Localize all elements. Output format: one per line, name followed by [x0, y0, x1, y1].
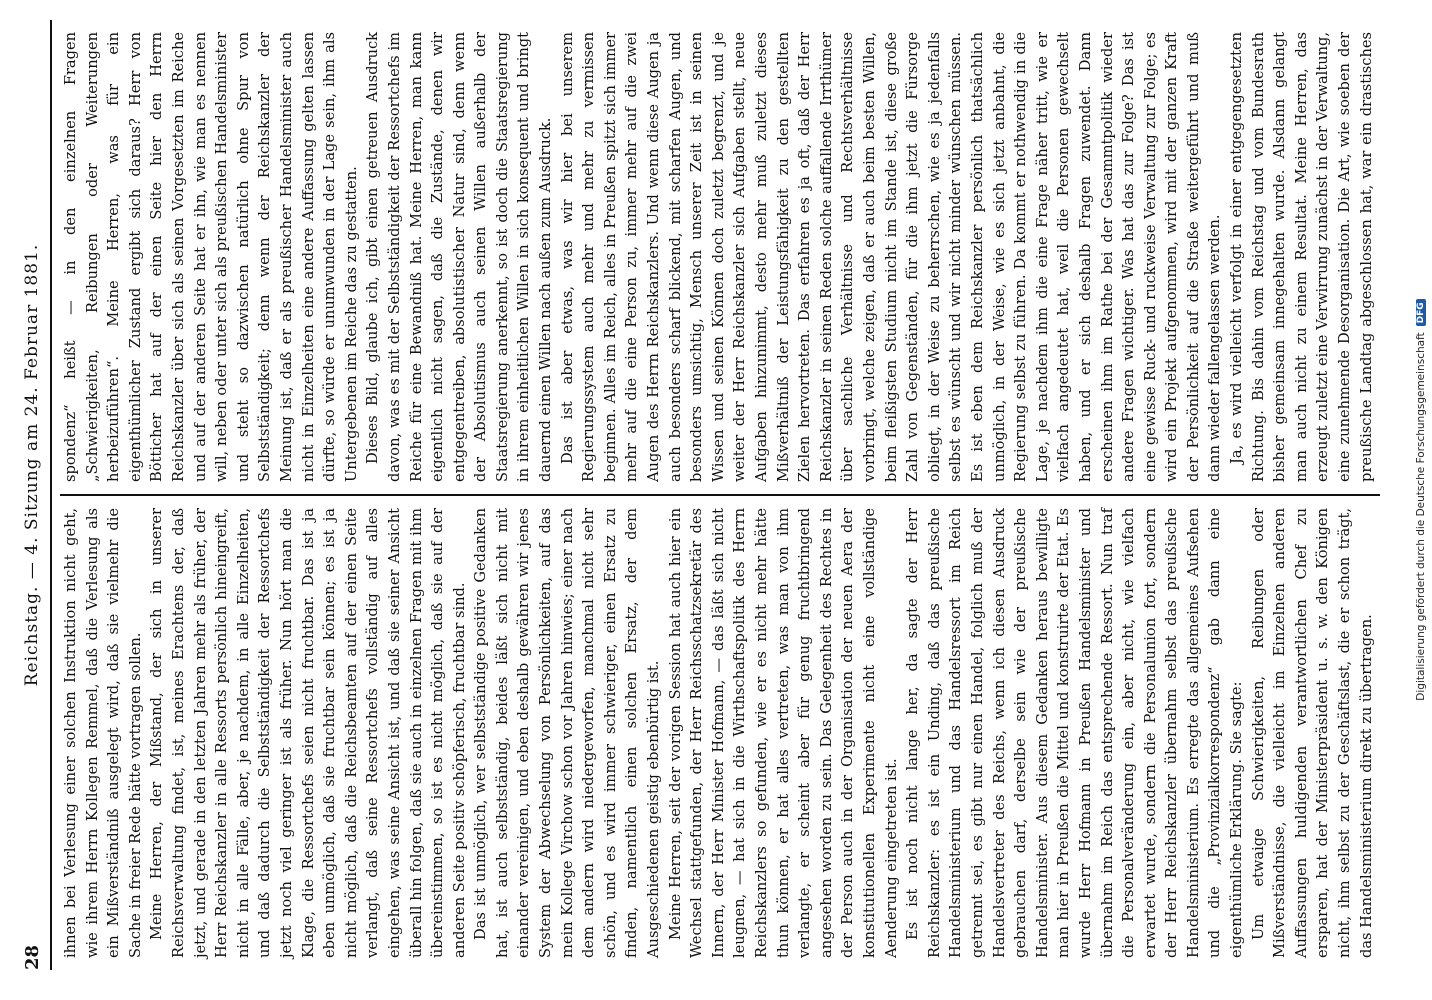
column-left: [60, 496, 1380, 970]
paragraph: Dieses Bild, glaube ich, gibt einen getreuen Ausdruck davon, was es mit der Selbstständigkeit der Ressortchefs im Reiche für eine Bewandniß hat. Meine Herren, man kann eigentlich nicht sagen, daß die Zustände, denen wir entgegentreiben, absolutistischer Natur sind, denn wenn der Absolutismus auch seinen Willen außerhalb der Staatsregierung anerkennt, so ist doch die Staatsregierung in ihrem einheitlichen Willen in sich konsequent und bringt dauernd einen Willen nach außen zum Ausdruck.: [364, 32, 555, 482]
paragraph: spondenz“ heißt — in den einzelnen Fragen „Schwierigkeiten, Reibungen oder Weiterungen herbeizuführen“. Meine Herren, was für ein eigenthümlicher Zustand ergibt sich daraus? Herr von Bötticher hat auf der einen Seite hier den Herrn Reichskanzler über sich als seinen Vorgesetzten im Reiche und auf der anderen Seite hat er ihn, wie man es nennen will, neben oder unter sich als preußischen Handelsminister und steht so dazwischen natürlich ohne Spur von Selbstständigkeit; denn wenn der Reichskanzler der Meinung ist, daß er als preußischer Handelsminister auch nicht in Einzelheiten eine andere Auffassung gelten lassen dürfte, so würde er unumwunden in der Lage sein, ihm als Untergebenen im Reiche das zu gestatten.: [62, 32, 360, 482]
paragraph: Meine Herren, der Mißstand, der sich in unserer Reichsverwaltung findet, ist, meines Erachtens der, daß jetzt, und gerade in den letzten Jahren mehr als früher, der Herr Reichskanzler in alle Ressorts persönlich hineingreift, nicht in alle Fälle, aber, je nachdem, in alle Einzelheiten, und daß dadurch die Selbstständigkeit der Ressortchefs jetzt noch viel geringer ist als früher. Nun hört man die Klage, die Ressortchefs seien nicht fruchtbar. Das ist ja eben unmöglich, daß sie fruchtbar sein können; es ist ja nicht möglich, daß die Reichsbeamten auf der einen Seite verlangt, daß seine Ressortchefs vollständig auf alles eingehen, was seine Ansicht ist, und daß sie seiner Ansicht überall hin folgen, daß sie auch in einzelnen Fragen mit ihm übereinstimmen, so ist es nicht möglich, daß sie auf der anderen Seite positiv schöpferisch, fruchtbar sind.: [148, 508, 468, 958]
paragraph: Das ist unmöglich, wer selbstständige positive Gedanken hat, ist auch selbstständig, beides läßt sich nicht mit einander vereinigen, und eben deshalb gewähren wir jenes System der Abwechselung von Persönlichkeiten, auf das mein Kollege Virchow schon vor Jahren hinwies; einer nach dem andern wird niedergeworfen, manchmal nicht sehr schön, und es wird immer schwieriger, einen Ersatz zu finden, namentlich einen solchen Ersatz, der dem Ausgeschiedenen geistig ebenbürtig ist.: [472, 508, 663, 958]
column-rule: [60, 494, 1380, 496]
dfg-logo: DFG: [1416, 299, 1426, 326]
paragraph: Es ist noch nicht lange her, da sagte der Herr Reichskanzler: es ist ein Unding, daß das preußische Handelsministerium und das Handelsressort im Reich getrennt sei, es gibt nur einen Handel, folglich muß der Handelsvertreter des Reichs, wenn ich diesen Ausdruck gebrauchen darf, derselbe sein wie der preußische Handelsminister. Aus diesem Gedanken heraus bewilligte man hier in Preußen die Mittel und konstruirte der Etat. Es wurde Herr Hofmann in Preußen Handelsminister und übernahm im Reich das entsprechende Ressort. Nun traf die Personalveränderung ein, aber nicht, wie vielfach erwartet wurde, sondern die Personalunion fort, sondern der Herr Reichskanzler übernahm selbst das preußische Handelsministerium. Es erregte das allgemeines Aufsehen und die „Provinzialkorrespondenz“ gab dann eine eigenthümliche Erklärung. Sie sagte:: [904, 508, 1246, 958]
page-header: [14, 20, 52, 970]
paragraph: Meine Herren, seit der vorigen Session hat auch hier ein Wechsel stattgefunden, der Herr Reichsschatzsekretär des Innern, der Herr Minister Hofmann, — das läßt sich nicht leugnen, — hat sich in die Wirthschaftspolitik des Herrn Reichskanzlers so gefunden, wie er es nicht mehr hätte thun können, er hat alles vertreten, was man von ihm verlangte, er scheint aber für genug fruchtbringend angesehen worden zu sein. Das Gelegenheit des Rechtes in der Person auch in der Organisation der neuen Aera der konstitutionellen Experimente nicht eine vollständige Aenderung eingetreten ist.: [666, 508, 900, 958]
paragraph: Ja, es wird vielleicht verfolgt in einer entgegengesetzten Richtung. Bis dahin vom Reichstag und vom Bundesrath bisher gemeinsam innegehalten wurde. Alsdann gelangt man auch nicht zu einem Resultat. Meine Herren, das erzeugt zuletzt eine Verwirrung zunächst in der Verwaltung, eine zunehmende Desorganisation. Die Art, wie soeben der preußische Landtag abgeschlossen hat, war ein drastisches: [1228, 32, 1375, 482]
paragraph: Um etwaige Schwierigkeiten, Reibungen oder Mißverständnisse, die vielleicht im Einzelnen anderen Auffassungen huldigenden verantwortlichen Chef zu ersparen, hat der Ministerpräsident u. s. w. den Königen nicht, ihm selbst zu der Geschäftslast, die er schon trägt, das Handelsministerium direkt zu übertragen.: [1249, 508, 1375, 958]
digitization-credit: [1412, 10, 1430, 990]
paragraph: [1377, 508, 1380, 958]
page-number: 28: [21, 944, 43, 970]
paragraph: Das ist aber etwas, was wir hier bei unserem Regierungssystem auch mehr und mehr zu vermissen beginnen. Alles im Reich, alles in Preußen spitzt sich immer mehr auf die eine Person zu, immer mehr auf die zwei Augen des Herrn Reichskanzlers. Und wenn diese Augen ja auch besonders scharf blickend, mit scharfen Augen, und besonders umsichtig, Mensch unserer Zeit ist in seinen Wissen und seinen Können doch zuletzt begrenzt, und je weiter der Herr Reichskanzler sich Aufgaben stellt, neue Aufgaben hinzunimmt, desto mehr muß zuletzt dieses Mißverhältniß der Leistungsfähigkeit zu den gestellten Zielen hervortreten. Das erfahren es ja oft, daß der Herr Reichskanzler in seinen Reden solche auffallende Irrthümer über sachliche Verhältnisse und Rechtsverhältnisse vorbringt, welche zeigen, daß er auch beim besten Willen, beim fleißigsten Studium nicht im Stande ist, diese große Zahl von Gegenständen, für die ihm jetzt die Fürsorge obliegt, in der Weise zu beherrschen, wie es ja jedenfalls selbst es wünscht und wir nicht minder wünschen müssen. Es ist eben dem Reichskanzler persönlich thatsächlich unmöglich, in der Weise, wie es sich jetzt anbahnt, die Regierung selbst zu führen. Da kommt er nothwendig in die Lage, je nachdem ihm die eine Frage näher tritt, wie er vielfach angedeutet hat, weil die Personen gewechselt haben, und er sich deshalb Fragen zuwendet. Dann erscheinen ihm im Rathe bei der Gesammtpolitik wieder andere Fragen wichtiger. Was hat das zur Folge? Das ist eine gewisse Ruck- und ruckweise Verwaltung zur Folge; es wird ein Projekt aufgenommen, wird mit der ganzen Kraft der Persönlichkeit auf die Straße weitergeführt und muß dann wieder fallengelassen werden.: [558, 32, 1224, 482]
paragraph: ihnen bei Verlesung einer solchen Instruktion nicht geht, wie ihrem Herrn Kollegen Remmel, daß die Verlesung als ein Mißverständniß ausgelegt wird, daß sie vielmehr die Sache in freier Rede hätte vortragen sollen.: [62, 508, 144, 958]
text-columns: [60, 20, 1380, 970]
running-title: Reichstag. — 4. Sitzung am 24. Februar 1881.: [22, 243, 42, 687]
credit-text: Digitalisierung gefördert durch die Deutsche Forschungsgemeinschaft: [1415, 332, 1427, 701]
column-right: [60, 20, 1380, 494]
